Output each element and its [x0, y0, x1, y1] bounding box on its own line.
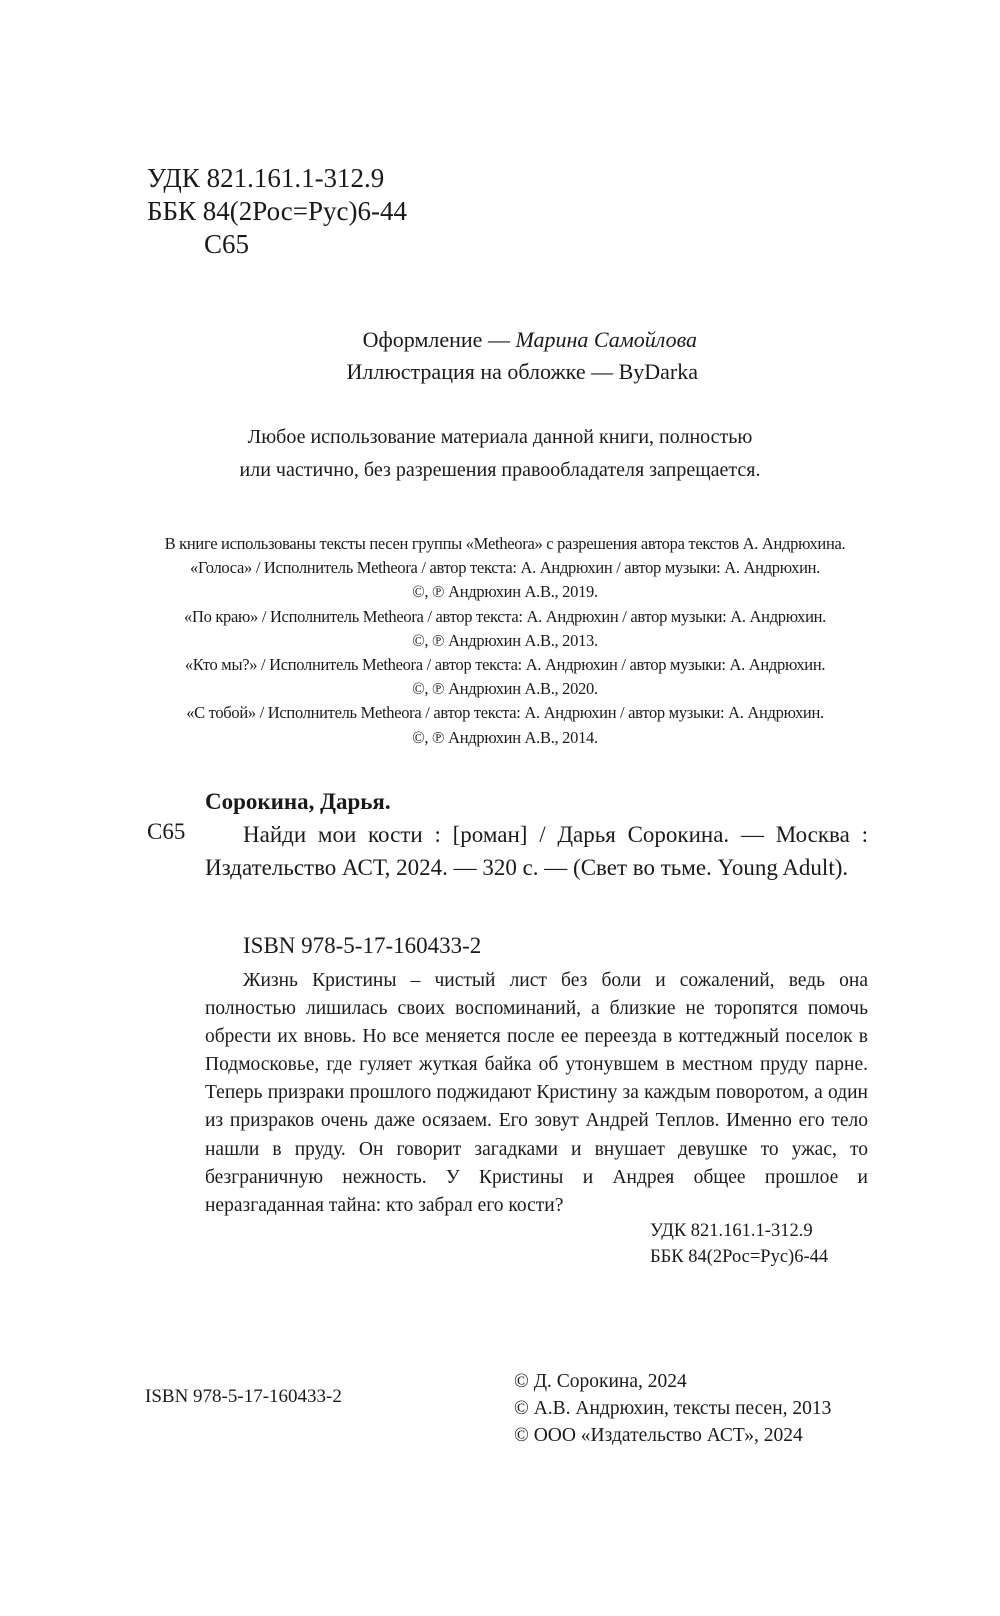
song-credit: «По краю» / Исполнитель Metheora / автор текста: А. Андрюхин / автор музыки: А. Андрюхин.	[184, 606, 826, 626]
credits	[0, 324, 1000, 388]
classification-codes	[147, 162, 407, 261]
udk-code: УДК 821.161.1-312.9	[650, 1221, 813, 1241]
classification-footer	[650, 1218, 828, 1270]
record-text: Найди мои кости : [роман] / Дарья Сорокина. — Москва : Издательство АСТ, 2024. — 320 с. — (Свет во тьме. Young Adult).	[205, 822, 868, 880]
song-copyright: ©, ℗ Андрюхин А.В., 2020.	[412, 679, 598, 699]
copyright-list	[514, 1368, 831, 1449]
copyright-line: © Д. Сорокина, 2024	[514, 1371, 687, 1392]
song-credit: «С тобой» / Исполнитель Metheora / автор текста: А. Андрюхин / автор музыки: А. Андрюхин.	[186, 703, 824, 723]
bibliographic-record	[205, 818, 868, 884]
illustration-credit: Иллюстрация на обложке — ByDarka	[346, 359, 698, 384]
songs-intro: В книге использованы тексты песен группы «Metheora» с разрешения автора текстов А. Андрюхина.	[164, 534, 846, 553]
song-copyright: ©, ℗ Андрюхин А.В., 2019.	[412, 582, 598, 602]
notice-line: Любое использование материала данной книги, полностью	[247, 426, 753, 448]
song-credit: «Кто мы?» / Исполнитель Metheora / автор текста: А. Андрюхин / автор музыки: А. Андрюхин.	[184, 655, 826, 675]
footer-isbn: ISBN 978-5-17-160433-2	[145, 1386, 342, 1407]
bbk-code: ББК 84(2Рос=Рус)6-44	[650, 1247, 829, 1267]
isbn: ISBN 978-5-17-160433-2	[243, 933, 482, 958]
notice-line: или частично, без разрешения правообладателя запрещается.	[239, 459, 761, 481]
designer-name: Марина Самойлова	[515, 327, 697, 352]
copyright-notice	[0, 421, 1000, 487]
udk-code: УДК 821.161.1-312.9	[147, 163, 385, 193]
songs-credits	[130, 532, 880, 750]
annotation	[205, 967, 868, 1220]
copyright-line: © А.В. Андрюхин, тексты песен, 2013	[514, 1398, 832, 1419]
author-heading: Сорокина, Дарья.	[205, 789, 391, 814]
design-credit	[0, 324, 1000, 356]
author-mark: С65	[204, 229, 250, 259]
song-copyright: ©, ℗ Андрюхин А.В., 2013.	[412, 630, 598, 650]
bib-author-mark: С65	[147, 819, 186, 844]
copyright-line: © ООО «Издательство АСТ», 2024	[514, 1425, 803, 1446]
design-label: Оформление —	[362, 327, 510, 352]
song-credit: «Голоса» / Исполнитель Metheora / автор текста: А. Андрюхин / автор музыки: А. Андрюхин.	[190, 558, 820, 578]
bbk-code: ББК 84(2Рос=Рус)6-44	[147, 196, 407, 226]
song-copyright: ©, ℗ Андрюхин А.В., 2014.	[412, 727, 598, 747]
annotation-text: Жизнь Кристины – чистый лист без боли и сожалений, ведь она полностью лишилась своих воспоминаний, а близкие не торопятся помочь обрести их вновь. Но все меняется после ее переезда в коттеджный поселок в Подмосковье, где гуляет жуткая байка об утонувшем в местном пруду парне. Теперь призраки прошлого поджидают Кристину за каждым поворотом, а один из призраков очень даже осязаем. Его зовут Андрей Теплов. Именно его тело нашли в пруду. Он говорит загадками и внушает девушке то ужас, то безграничную нежность. У Кристины и Андрея общее прошлое и неразгаданная тайна: кто забрал его кости?	[205, 970, 868, 1216]
